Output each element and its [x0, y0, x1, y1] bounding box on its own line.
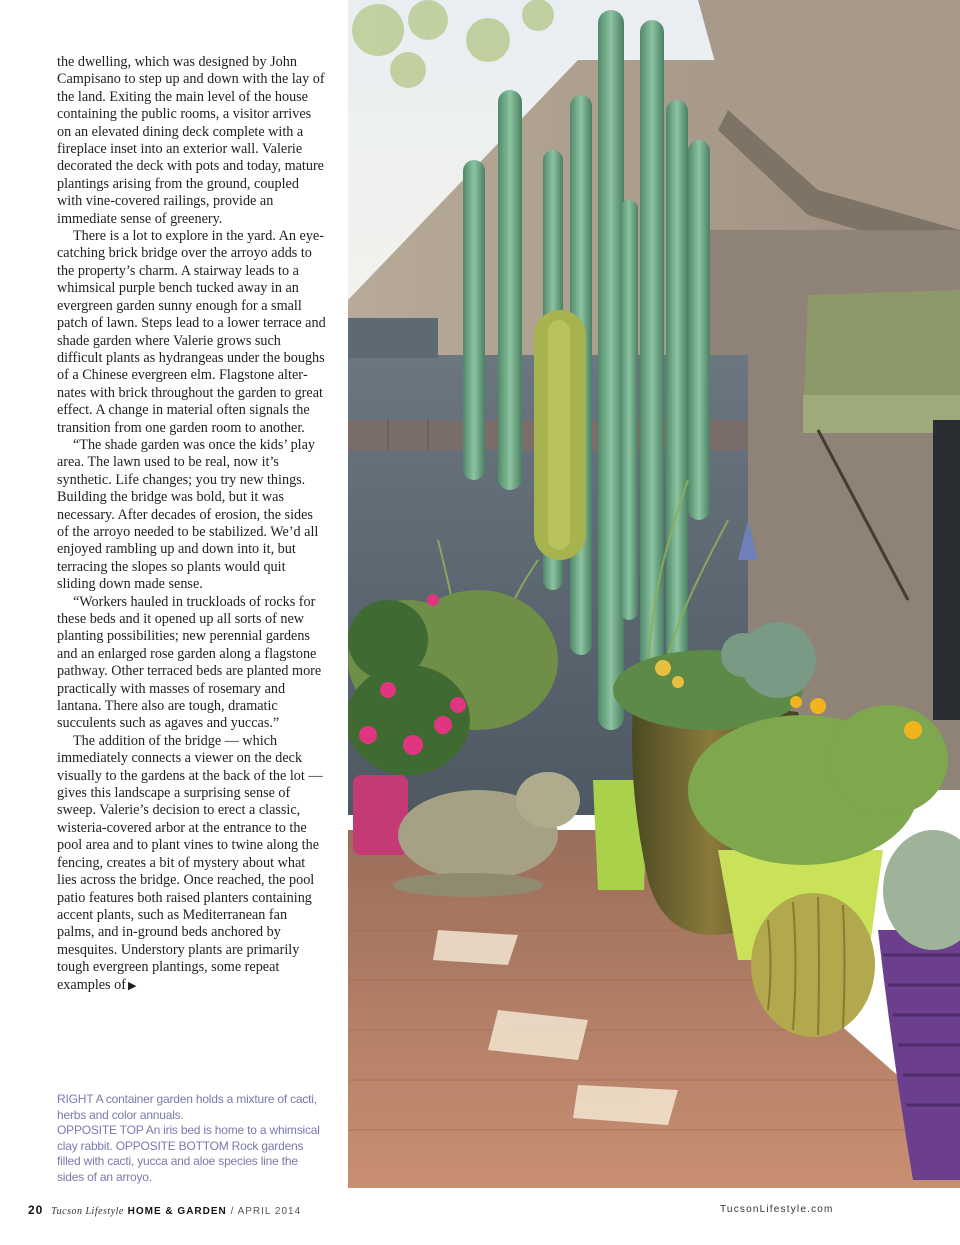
magazine-name: Tucson Lifestyle: [51, 1206, 124, 1217]
article-paragraph: “Workers hauled in truckloads of rocks for these beds and it opened up all sorts of new planting possibilities; new perennial gardens and an enlarged rose garden along a flagstone pathway. Other terraced beds are planted more practically with masses of rosemary and lantana. There also are tough, dramatic succulents such as agaves and yuccas.”: [57, 593, 322, 732]
article-paragraph: There is a lot to explore in the yard. An eye-catching brick bridge over the arroyo adds to the property’s charm. A stairway leads to a whimsical purple bench tucked away in an evergreen garden sunny enough for a small patch of lawn. Steps lead to a lower terrace and shade garden where Valerie grows such difficult plants as hydrangeas under the boughs of a Chinese evergreen elm. Flagstone alternates with brick throughout the garden to great effect. A change in material often signals the transition from one garden room to another.: [57, 228, 326, 436]
page-folio: [28, 1203, 348, 1217]
website-url: TucsonLifestyle.com: [720, 1204, 834, 1215]
article-paragraph: “The shade garden was once the kids’ play area. The lawn used to be real, now it’s synthetic. Life changes; you try new things. Building the bridge was bold, but it was necessary. After decades of erosion, the sides of the arroyo needed to be stabilized. We’d all enjoyed rambling up and down into it, but terracing the slopes so plants would quit sliding down made sense.: [57, 436, 319, 593]
article-body: [57, 54, 327, 994]
issue-date: APRIL 2014: [237, 1206, 302, 1217]
section-name: HOME & GARDEN: [127, 1206, 227, 1217]
article-paragraph-text: The addition of the bridge — which immediately connects a viewer on the deck visually to the gardens at the back of the lot — gives this landscape a surprising sense of sweep. Valerie’s decision to erect a classic, wisteria-covered arbor at the entrance to the pool area and to plant vines to twine along the fencing, creates a bit of mystery about what lies across the bridge. Once reached, the pool patio features both raised planters containing accent plants, such as Mediterranean fan palms, and in-ground beds anchored by mesquites. Understory plants are primarily tough evergreen plantings, some repeat examples of: [57, 732, 323, 993]
caption-right: RIGHT A container garden holds a mixture of cacti, herbs and color annuals.: [57, 1092, 317, 1122]
page-number: 20: [28, 1203, 44, 1217]
garden-photo: [348, 0, 960, 1188]
article-paragraph-last: [57, 733, 327, 994]
caption-opposite: OPPOSITE TOP An iris bed is home to a whimsical clay rabbit. OPPOSITE BOTTOM Rock gardens filled with cacti, yucca and aloe species line the sides of an arroyo.: [57, 1123, 320, 1184]
continue-arrow-icon: ▶: [127, 978, 137, 992]
folio-separator: /: [230, 1206, 235, 1217]
photo-caption: [57, 1092, 322, 1185]
article-paragraph: the dwelling, which was designed by John Campisano to step up and down with the lay of the land. Exiting the main level of the house containing the public rooms, a visitor arrives on an elevated dining deck complete with a fireplace inset into an exterior wall. Valerie decorated the deck with pots and today, mature plantings arising from the ground, coupled with vine-covered railings, provide an immediate sense of greenery.: [57, 54, 325, 227]
